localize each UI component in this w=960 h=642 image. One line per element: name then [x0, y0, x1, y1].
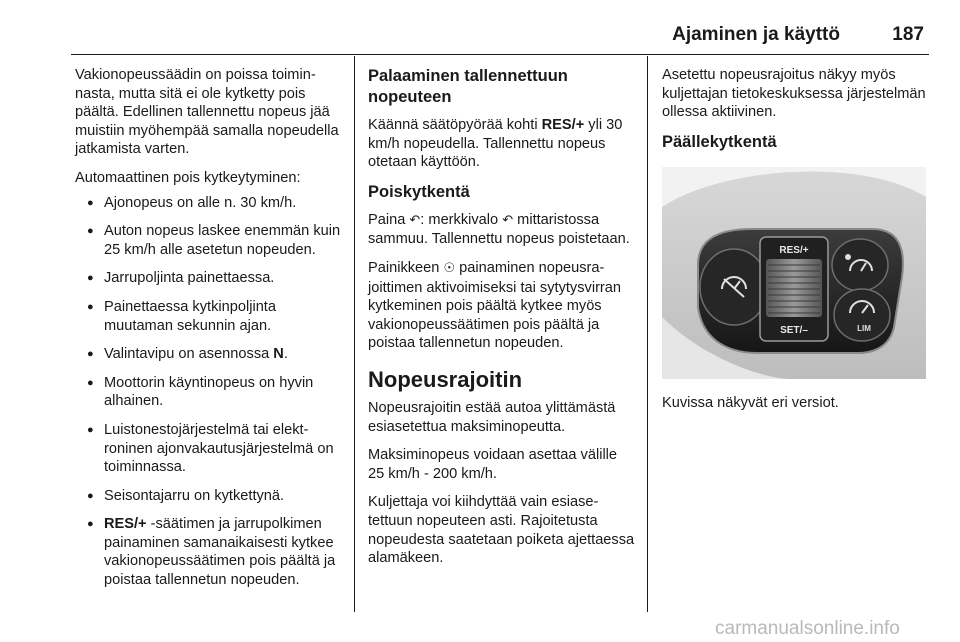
column-divider-2: [647, 56, 648, 612]
paragraph-resume: [368, 116, 636, 172]
cruise-control-off-icon: ↶: [502, 212, 514, 228]
list-item: [75, 515, 347, 589]
text: : merkkivalo: [420, 211, 503, 228]
set-minus-label: SET/–: [780, 324, 808, 336]
page-number: 187: [892, 24, 924, 45]
list-item-text: .: [283, 346, 288, 363]
text: mittaristossa sammuu. Tallennettu nopeus poistetaan.: [368, 211, 630, 248]
paragraph-limiter-2: Maksiminopeus voidaan asettaa välille 25 km/h - 200 km/h.: [368, 447, 618, 482]
list-item-bold: N: [273, 346, 284, 363]
heading-switch-on: Päällekytkentä: [662, 132, 777, 151]
cruise-control-off-icon: ↶: [409, 212, 421, 228]
paragraph-limiter-button: [368, 259, 636, 353]
paragraph-limit-display: Asetettu nopeusrajoitus näkyy myös kuljettajan tietokeskuksessa järjestelmän ollessa aktiivinen.: [662, 67, 926, 121]
heading-resume: Palaaminen tallennettuun nopeuteen: [368, 67, 568, 106]
list-item: ● Ajonopeus on alle n. 30 km/h.: [75, 194, 347, 213]
paragraph-standby: Vakionopeussäädin on poissa toiminnasta, mutta sitä ei ole kytketty pois päältä. Edellinen tallennettu nopeus jää muistiin myöhempää samalla nopeudella jatkamista varten.: [75, 67, 339, 158]
text: Käännä säätöpyörää kohti: [368, 117, 542, 133]
auto-off-list: [75, 194, 347, 590]
steering-wheel-controls-image: [662, 167, 926, 379]
column-middle: [368, 66, 636, 578]
lim-label: LIM: [857, 323, 871, 333]
speed-limiter-icon: ☉: [443, 260, 456, 276]
text: yli 30 km/h nopeudella. Tallennettu nopeus otetaan käyttöön.: [368, 117, 623, 171]
text: Painikkeen: [368, 259, 444, 276]
text-bold: RES/+: [541, 117, 585, 133]
res-plus-label: RES/+: [779, 244, 809, 256]
list-item: ● Painettaessa kytkinpoljinta muutaman sekunnin ajan.: [75, 298, 347, 335]
list-item: ● Jarrupoljinta painettaessa.: [75, 269, 347, 288]
list-item: ● Seisontajarru on kytkettynä.: [75, 487, 347, 506]
paragraph-auto-off: Automaattinen pois kytkeytyminen:: [75, 169, 301, 186]
list-item: ● Auton nopeus laskee enemmän kuin 25 km/h alle asetetun nopeuden.: [75, 222, 347, 259]
list-item: ● Luistonestojärjestelmä tai elektroninen ajonvakautusjärjestelmä on toiminnassa.: [75, 421, 347, 477]
list-item-text: -säätimen ja jarrupolkimen painaminen samanaikaisesti kytkee vakionopeussäätimen pois päältä ja poistaa tallennetun nopeuden.: [104, 516, 336, 589]
paragraph-limiter-3: Kuljettaja voi kiihdyttää vain esiasetettuun nopeuteen asti. Rajoitetusta nopeudesta saatetaan poiketa ajettaessa alamäkeen.: [368, 494, 635, 567]
watermark: carmanualsonline.info: [715, 618, 900, 639]
text: painaminen nopeusrajoittimen aktivoimiseksi tai sytytysvirran kytkeminen pois päältä kytkee myös vakionopeussäätimen pois päältä ja poistaa tallennetun nopeuden.: [368, 259, 622, 352]
header-rule: [71, 54, 929, 55]
figure-caption: Kuvissa näkyvät eri versiot.: [662, 395, 839, 412]
list-item: ● Moottorin käyntinopeus on hyvin alhainen.: [75, 374, 347, 411]
list-item-bold: RES/+: [104, 516, 147, 533]
page-header-title: Ajaminen ja käyttö: [672, 24, 840, 45]
column-divider-1: [354, 56, 355, 612]
column-right: [662, 66, 930, 423]
column-left: [75, 66, 347, 600]
text: Paina: [368, 211, 410, 228]
list-item-text: Valintavipu on asennossa: [104, 346, 274, 363]
paragraph-switch-off: [368, 211, 636, 249]
paragraph-limiter-1: Nopeusrajoitin estää autoa ylittämästä esiasetettua maksiminopeutta.: [368, 399, 616, 435]
heading-switch-off: Poiskytkentä: [368, 182, 470, 201]
heading-speed-limiter: Nopeusrajoitin: [368, 366, 523, 392]
list-item: [75, 345, 347, 364]
